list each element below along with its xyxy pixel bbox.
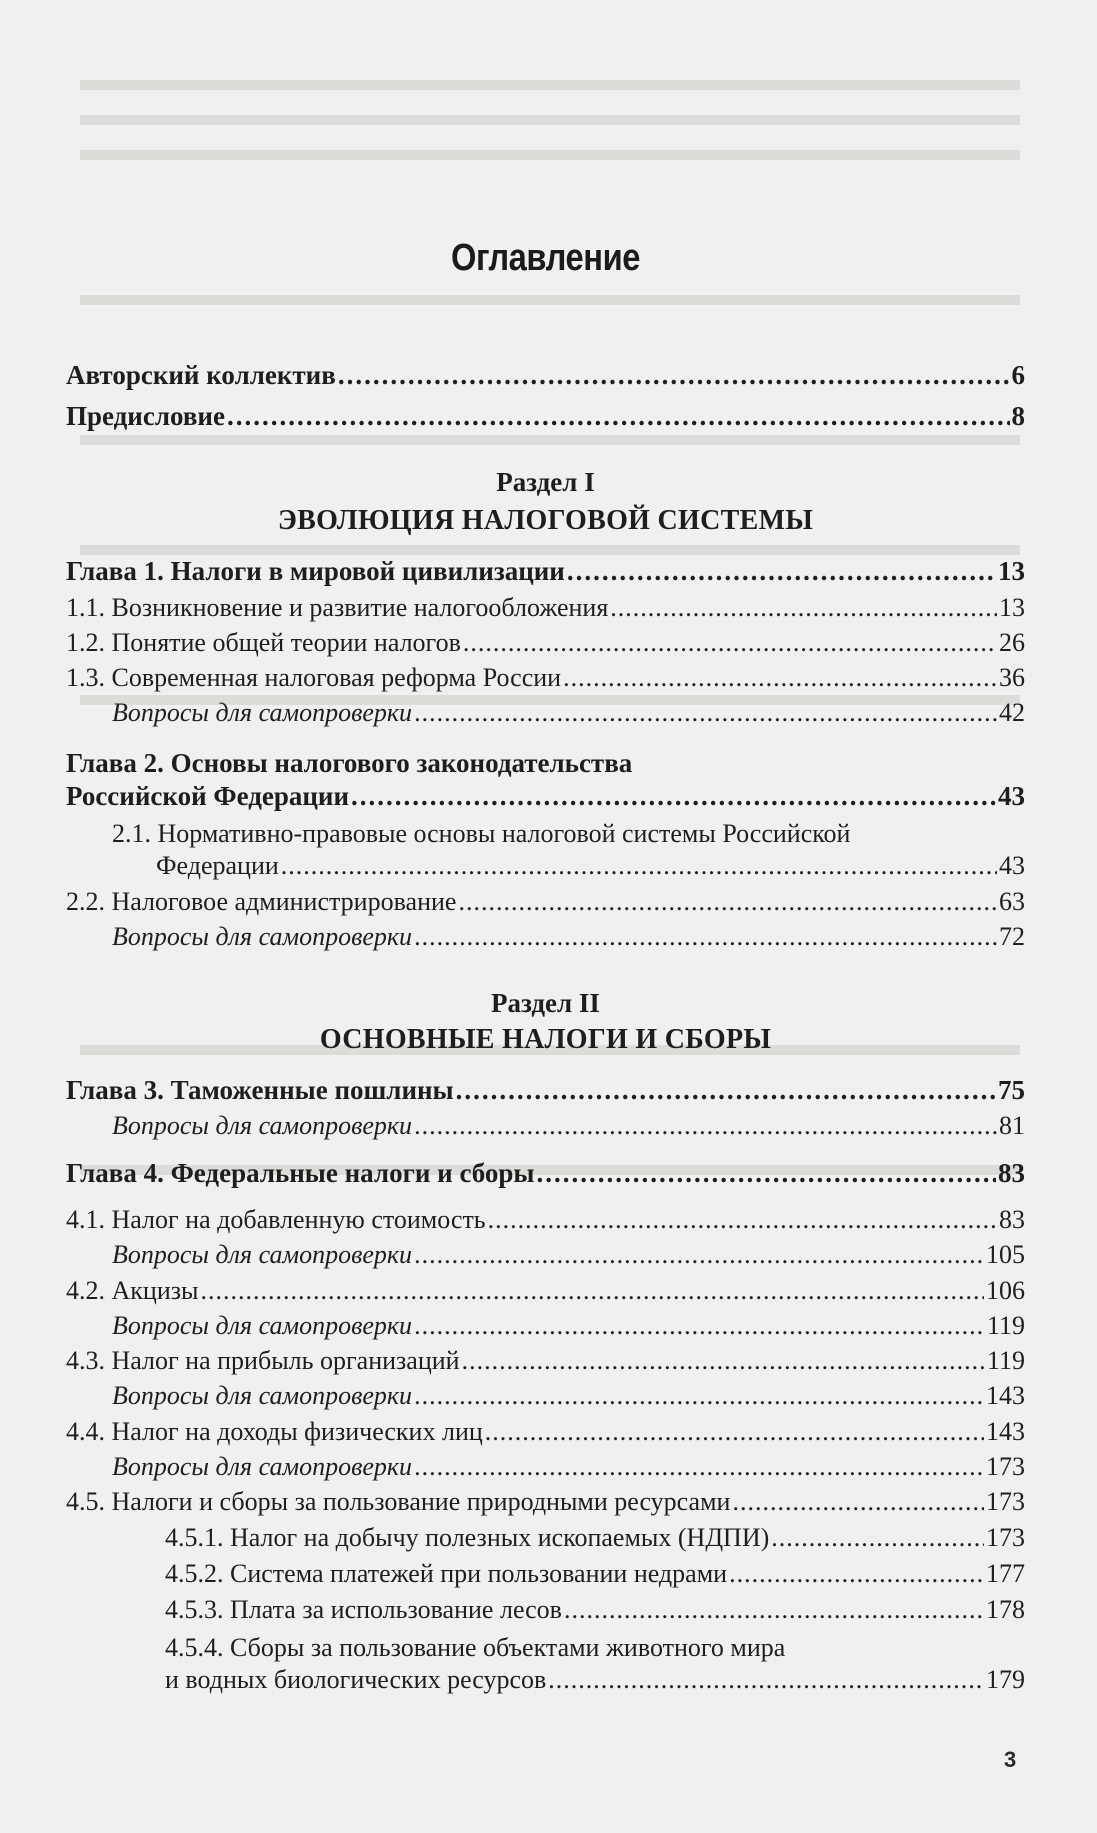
toc-item-4-5-4-line1[interactable]: 4.5.4. Сборы за пользование объектами животного мира	[165, 1633, 786, 1662]
leader-dots	[563, 663, 997, 693]
leader-dots	[414, 1111, 997, 1141]
leader-dots	[485, 1417, 984, 1447]
toc-item-4-5-2[interactable]	[66, 1559, 1025, 1589]
entry-page: 81	[999, 1111, 1025, 1140]
toc-item-2-review[interactable]	[66, 922, 1025, 952]
entry-page: 173	[986, 1452, 1025, 1481]
leader-dots	[414, 1311, 985, 1341]
section-title: ЭВОЛЮЦИЯ НАЛОГОВОЙ СИСТЕМЫ	[277, 505, 814, 536]
entry-label: Вопросы для самопроверки	[112, 1452, 413, 1481]
toc-entry-authors[interactable]	[66, 360, 1025, 390]
entry-page: 119	[986, 1346, 1025, 1375]
entry-label: Федерации	[156, 851, 279, 880]
toc-item-2-1[interactable]	[66, 851, 1025, 881]
entry-label: 4.5.2. Система платежей при пользовании недрами	[165, 1559, 728, 1588]
entry-page: 42	[999, 698, 1025, 727]
toc-entry-chapter-2[interactable]	[66, 781, 1025, 811]
toc-item-4-4-review[interactable]	[66, 1452, 1025, 1482]
leader-dots	[729, 1559, 984, 1589]
toc-entry-chapter-1[interactable]	[66, 556, 1025, 586]
leader-dots	[462, 1346, 985, 1376]
toc-item-4-3[interactable]	[66, 1346, 1025, 1376]
toc-item-4-2[interactable]	[66, 1276, 1025, 1306]
toc-item-1-1[interactable]	[66, 593, 1025, 623]
entry-label: Глава 3. Таможенные пошлины	[66, 1075, 454, 1105]
toc-item-4-5[interactable]	[66, 1487, 1025, 1517]
entry-label: 1.3. Современная налоговая реформа России	[66, 663, 562, 692]
leader-dots	[351, 781, 996, 811]
section-title: ОСНОВНЫЕ НАЛОГИ И СБОРЫ	[319, 1024, 772, 1055]
entry-label: Вопросы для самопроверки	[112, 922, 413, 951]
entry-page: 106	[986, 1276, 1025, 1305]
entry-page: 72	[999, 922, 1025, 951]
entry-label: 4.1. Налог на добавленную стоимость	[66, 1205, 486, 1234]
toc-item-4-1[interactable]	[66, 1205, 1025, 1235]
toc-item-4-2-review[interactable]	[66, 1311, 1025, 1341]
toc-title: Оглавление	[450, 237, 641, 279]
toc-item-4-5-1[interactable]	[66, 1523, 1025, 1553]
entry-label: Глава 4. Федеральные налоги и сборы	[66, 1158, 535, 1188]
entry-label: и водных биологических ресурсов	[165, 1665, 547, 1694]
leader-dots	[537, 1158, 997, 1188]
entry-label: Авторский коллектив	[66, 360, 336, 390]
toc-entry-chapter-4[interactable]	[66, 1158, 1025, 1188]
leader-dots	[610, 593, 997, 623]
toc-item-4-1-review[interactable]	[66, 1240, 1025, 1270]
leader-dots	[200, 1276, 984, 1306]
toc-item-1-2[interactable]	[66, 628, 1025, 658]
entry-page: 143	[986, 1417, 1025, 1446]
entry-label: 2.2. Налоговое администрирование	[66, 887, 457, 916]
entry-page: 43	[998, 781, 1025, 811]
entry-page: 36	[999, 663, 1025, 692]
toc-entry-chapter-3[interactable]	[66, 1075, 1025, 1105]
entry-label: Вопросы для самопроверки	[112, 698, 413, 727]
entry-page: 63	[999, 887, 1025, 916]
entry-page: 119	[986, 1311, 1025, 1340]
entry-page: 13	[998, 556, 1025, 586]
leader-dots	[548, 1665, 984, 1695]
entry-page: 178	[986, 1595, 1025, 1624]
leader-dots	[414, 1240, 984, 1270]
entry-label: 1.1. Возникновение и развитие налогообложения	[66, 593, 609, 622]
leader-dots	[414, 1452, 984, 1482]
entry-label: 4.5.1. Налог на добычу полезных ископаемых (НДПИ)	[165, 1523, 770, 1552]
page-number: 3	[1004, 1747, 1017, 1772]
entry-label: Российской Федерации	[66, 781, 350, 811]
leader-dots	[564, 1595, 984, 1625]
entry-page: 177	[986, 1559, 1025, 1588]
entry-label: 4.5.3. Плата за использование лесов	[165, 1595, 562, 1624]
toc-item-4-4[interactable]	[66, 1417, 1025, 1447]
entry-page: 179	[986, 1665, 1025, 1694]
toc-item-4-5-3[interactable]	[66, 1595, 1025, 1625]
entry-page: 43	[999, 851, 1025, 880]
leader-dots	[463, 628, 997, 658]
toc-item-3-review[interactable]	[66, 1111, 1025, 1141]
section-label: Раздел II	[491, 988, 600, 1018]
leader-dots	[414, 698, 997, 728]
leader-dots	[488, 1205, 997, 1235]
entry-label: 4.4. Налог на доходы физических лиц	[66, 1417, 483, 1446]
leader-dots	[281, 851, 997, 881]
entry-label: 4.3. Налог на прибыль организаций	[66, 1346, 460, 1375]
entry-page: 173	[986, 1523, 1025, 1552]
entry-page: 173	[986, 1487, 1025, 1516]
entry-label: 1.2. Понятие общей теории налогов	[66, 628, 461, 657]
chapter-2-title-line1[interactable]: Глава 2. Основы налогового законодательства	[66, 748, 633, 778]
toc-item-1-3[interactable]	[66, 663, 1025, 693]
section-label: Раздел I	[496, 467, 595, 497]
entry-label: Вопросы для самопроверки	[112, 1381, 413, 1410]
entry-page: 6	[1011, 360, 1025, 390]
entry-page: 83	[999, 1205, 1025, 1234]
toc-item-4-5-4[interactable]	[66, 1665, 1025, 1695]
toc-item-1-review[interactable]	[66, 698, 1025, 728]
entry-label: Вопросы для самопроверки	[112, 1111, 413, 1140]
toc-item-2-1-line1[interactable]: 2.1. Нормативно-правовые основы налоговой системы Российской	[112, 819, 851, 848]
entry-label: Предисловие	[66, 401, 225, 431]
entry-page: 75	[998, 1075, 1025, 1105]
leader-dots	[732, 1487, 984, 1517]
leader-dots	[414, 922, 997, 952]
entry-page: 13	[999, 593, 1025, 622]
leader-dots	[458, 887, 997, 917]
entry-label: Вопросы для самопроверки	[112, 1311, 413, 1340]
entry-page: 26	[999, 628, 1025, 657]
leader-dots	[567, 556, 996, 586]
leader-dots	[456, 1075, 996, 1105]
entry-page: 105	[986, 1240, 1025, 1269]
leader-dots	[227, 401, 1010, 431]
entry-label: 4.2. Акцизы	[66, 1276, 199, 1305]
entry-label: Глава 1. Налоги в мировой цивилизации	[66, 556, 565, 586]
entry-label: Вопросы для самопроверки	[112, 1240, 413, 1269]
toc-item-4-3-review[interactable]	[66, 1381, 1025, 1411]
leader-dots	[414, 1381, 984, 1411]
entry-page: 83	[998, 1158, 1025, 1188]
toc-entry-preface[interactable]	[66, 401, 1025, 431]
leader-dots	[338, 360, 1010, 390]
entry-label: 4.5. Налоги и сборы за пользование природными ресурсами	[66, 1487, 731, 1516]
entry-page: 143	[986, 1381, 1025, 1410]
leader-dots	[771, 1523, 984, 1553]
toc-item-2-2[interactable]	[66, 887, 1025, 917]
entry-page: 8	[1011, 401, 1025, 431]
